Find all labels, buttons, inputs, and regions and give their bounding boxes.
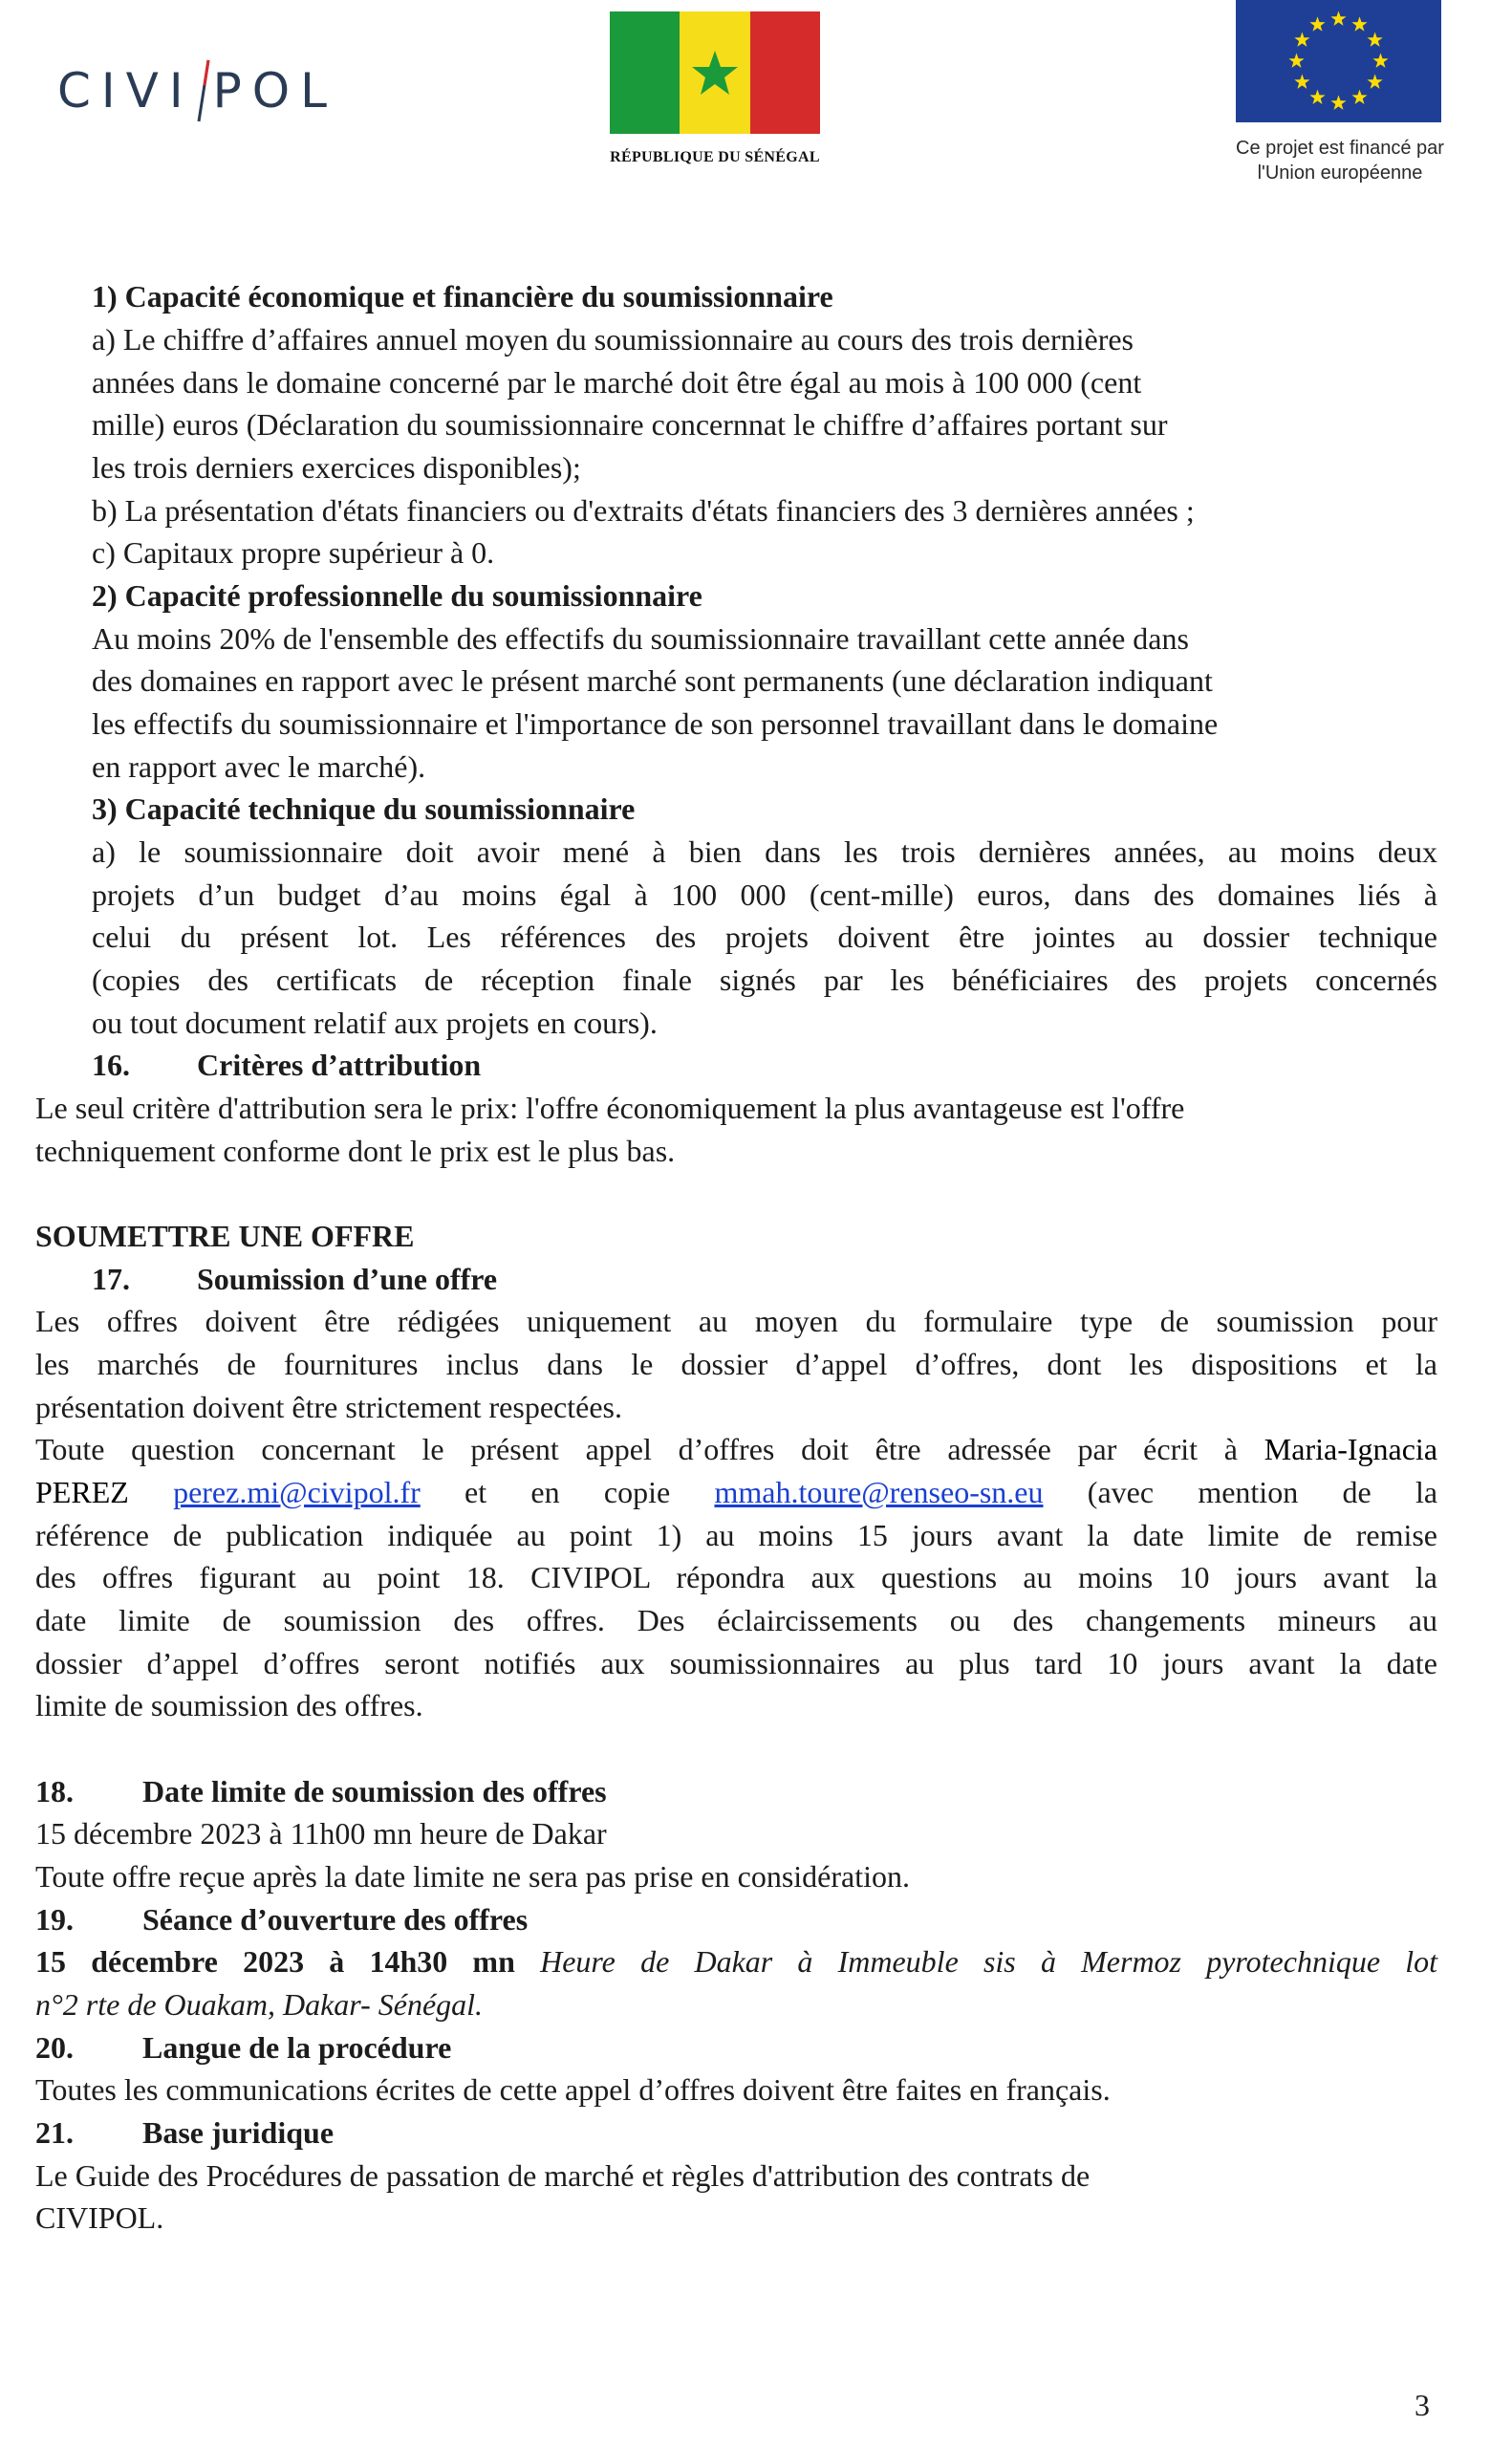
contact-name: Maria-Ignacia: [1264, 1432, 1438, 1466]
s2-line: Au moins 20% de l'ensemble des effectifs du soumissionnaire travaillant cette année dans: [92, 621, 1189, 656]
s16-heading: [92, 1044, 481, 1086]
eu-star-icon: [1368, 75, 1383, 89]
s1-line: b) La présentation d'états financiers ou d'extraits d'états financiers des 3 dernières années ;: [92, 493, 1195, 528]
civipol-logo-left: CIVI: [57, 63, 194, 119]
s2-heading: 2) Capacité professionnelle du soumissionnaire: [92, 578, 702, 613]
eu-star-icon: [1351, 90, 1367, 104]
s17-line: des offres figurant au point 18. CIVIPOL répondra aux questions au moins 10 jours avant la: [35, 1560, 1437, 1594]
s1-line: c) Capitaux propre supérieur à 0.: [92, 535, 495, 570]
eu-caption-line1: Ce projet est financé par: [1236, 138, 1444, 159]
s16-number: 16.: [92, 1048, 130, 1082]
eu-star-icon: [1330, 11, 1346, 26]
s18-line: Toute offre reçue après la date limite ne sera pas prise en considération.: [35, 1859, 910, 1894]
eu-star-icon: [1309, 90, 1325, 104]
section-title: SOUMETTRE UNE OFFRE: [35, 1219, 415, 1253]
s21-line: CIVIPOL.: [35, 2200, 164, 2235]
s17-line: présentation doivent être strictement respectées.: [35, 1390, 622, 1424]
s20-number: 20.: [35, 2030, 74, 2065]
s1-line: années dans le domaine concerné par le marché doit être égal au mois à 100 000 (cent: [92, 365, 1142, 400]
eu-flag-icon: [1236, 0, 1441, 122]
civipol-logo-right: POL: [212, 63, 337, 119]
s20-heading: [35, 2026, 451, 2068]
eu-caption-line2: l'Union européenne: [1257, 162, 1423, 184]
page-number: 3: [1415, 2388, 1430, 2422]
s19-datetime: 15 décembre 2023 à 14h30 mn: [35, 1944, 515, 1979]
eu-star-icon: [1288, 54, 1304, 68]
s17-line: dossier d’appel d’offres seront notifiés aux soumissionnaires au plus tard 10 jours avant la date: [35, 1646, 1437, 1680]
senegal-flag-icon: [610, 11, 820, 134]
civipol-slash-icon: [196, 53, 211, 129]
senegal-emblem: [610, 11, 820, 166]
eu-star-icon: [1368, 32, 1383, 47]
s17-line: limite de soumission des offres.: [35, 1688, 423, 1722]
eu-star-icon: [1351, 16, 1367, 31]
s1-line: mille) euros (Déclaration du soumissionnaire concernnat le chiffre d’affaires portant sur: [92, 407, 1168, 442]
s17-number: 17.: [92, 1262, 130, 1296]
s1-line: les trois derniers exercices disponibles);: [92, 450, 581, 485]
s19-line: n°2 rte de Ouakam, Dakar- Sénégal.: [35, 1987, 484, 2022]
civipol-logo: [57, 53, 337, 119]
eu-stars-icon: [1236, 0, 1441, 122]
eu-star-icon: [1309, 16, 1325, 31]
s21-line: Le Guide des Procédures de passation de marché et règles d'attribution des contrats de: [35, 2158, 1091, 2193]
s19-line: [35, 1940, 1437, 1982]
s2-line: en rapport avec le marché).: [92, 749, 426, 784]
eu-star-icon: [1294, 32, 1309, 47]
s3-heading: 3) Capacité technique du soumissionnaire: [92, 791, 636, 826]
eu-star-icon: [1330, 96, 1346, 110]
s21-title: Base juridique: [142, 2115, 335, 2150]
s16-line: techniquement conforme dont le prix est le plus bas.: [35, 1134, 676, 1168]
s18-number: 18.: [35, 1774, 74, 1808]
contact-surname: PEREZ: [35, 1475, 129, 1509]
s3-line: celui du présent lot. Les références des projets doivent être jointes au dossier technique: [92, 920, 1437, 954]
eu-caption: [1212, 136, 1468, 185]
s3-line: (copies des certificats de réception finale signés par les bénéficiaires des projets concernés: [92, 963, 1437, 997]
senegal-caption: RÉPUBLIQUE DU SÉNÉGAL: [610, 149, 820, 165]
eu-star-icon: [1372, 54, 1388, 68]
eu-star-icon: [1294, 75, 1309, 89]
s20-line: Toutes les communications écrites de cette appel d’offres doivent être faites en français.: [35, 2072, 1111, 2107]
s1-heading: 1) Capacité économique et financière du soumissionnaire: [92, 279, 833, 314]
email-link-civipol[interactable]: perez.mi@civipol.fr: [173, 1475, 421, 1509]
s21-number: 21.: [35, 2115, 74, 2150]
s19-location: Heure de Dakar à Immeuble sis à Mermoz pyrotechnique lot: [540, 1944, 1438, 1979]
s20-title: Langue de la procédure: [142, 2030, 452, 2065]
s19-heading: [35, 1898, 528, 1940]
s17-copy-text: et en copie: [464, 1475, 671, 1509]
s17-line: date limite de soumission des offres. Des éclaircissements ou des changements mineurs au: [35, 1603, 1437, 1637]
s17-line-text: Toute question concernant le présent appel d’offres doit être adressée par écrit à: [35, 1432, 1239, 1466]
s17-mention-text: (avec mention de la: [1087, 1475, 1438, 1509]
s3-line: a) le soumissionnaire doit avoir mené à bien dans les trois dernières années, au moins deux: [92, 834, 1437, 869]
s19-number: 19.: [35, 1902, 74, 1937]
s21-heading: [35, 2111, 334, 2154]
s1-line: a) Le chiffre d’affaires annuel moyen du soumissionnaire au cours des trois dernières: [92, 322, 1134, 357]
email-link-renseo[interactable]: mmah.toure@renseo-sn.eu: [714, 1475, 1044, 1509]
s3-line: projets d’un budget d’au moins égal à 100 000 (cent-mille) euros, dans des domaines liés à: [92, 877, 1437, 912]
s17-line: Les offres doivent être rédigées uniquement au moyen du formulaire type de soumission pour: [35, 1304, 1437, 1338]
s17-line: référence de publication indiquée au point 1) au moins 15 jours avant la date limite de remise: [35, 1518, 1437, 1552]
s17-line: [35, 1428, 1437, 1470]
s17-line: les marchés de fournitures inclus dans le dossier d’appel d’offres, dont les dispositions et la: [35, 1347, 1437, 1381]
s18-line: 15 décembre 2023 à 11h00 mn heure de Dakar: [35, 1816, 607, 1851]
s2-line: les effectifs du soumissionnaire et l'importance de son personnel travaillant dans le domaine: [92, 706, 1219, 741]
s17-line: [35, 1471, 1437, 1513]
s17-heading: [92, 1258, 497, 1300]
s18-heading: [35, 1770, 607, 1812]
s18-title: Date limite de soumission des offres: [142, 1774, 607, 1808]
s2-line: des domaines en rapport avec le présent marché sont permanents (une déclaration indiquant: [92, 663, 1213, 698]
s16-title: Critères d’attribution: [197, 1048, 482, 1082]
s16-line: Le seul critère d'attribution sera le prix: l'offre économiquement la plus avantageuse est l'offre: [35, 1091, 1185, 1125]
s17-title: Soumission d’une offre: [197, 1262, 498, 1296]
s3-line: ou tout document relatif aux projets en cours).: [92, 1006, 658, 1040]
green-star-icon: [691, 49, 739, 97]
s19-title: Séance d’ouverture des offres: [142, 1902, 529, 1937]
